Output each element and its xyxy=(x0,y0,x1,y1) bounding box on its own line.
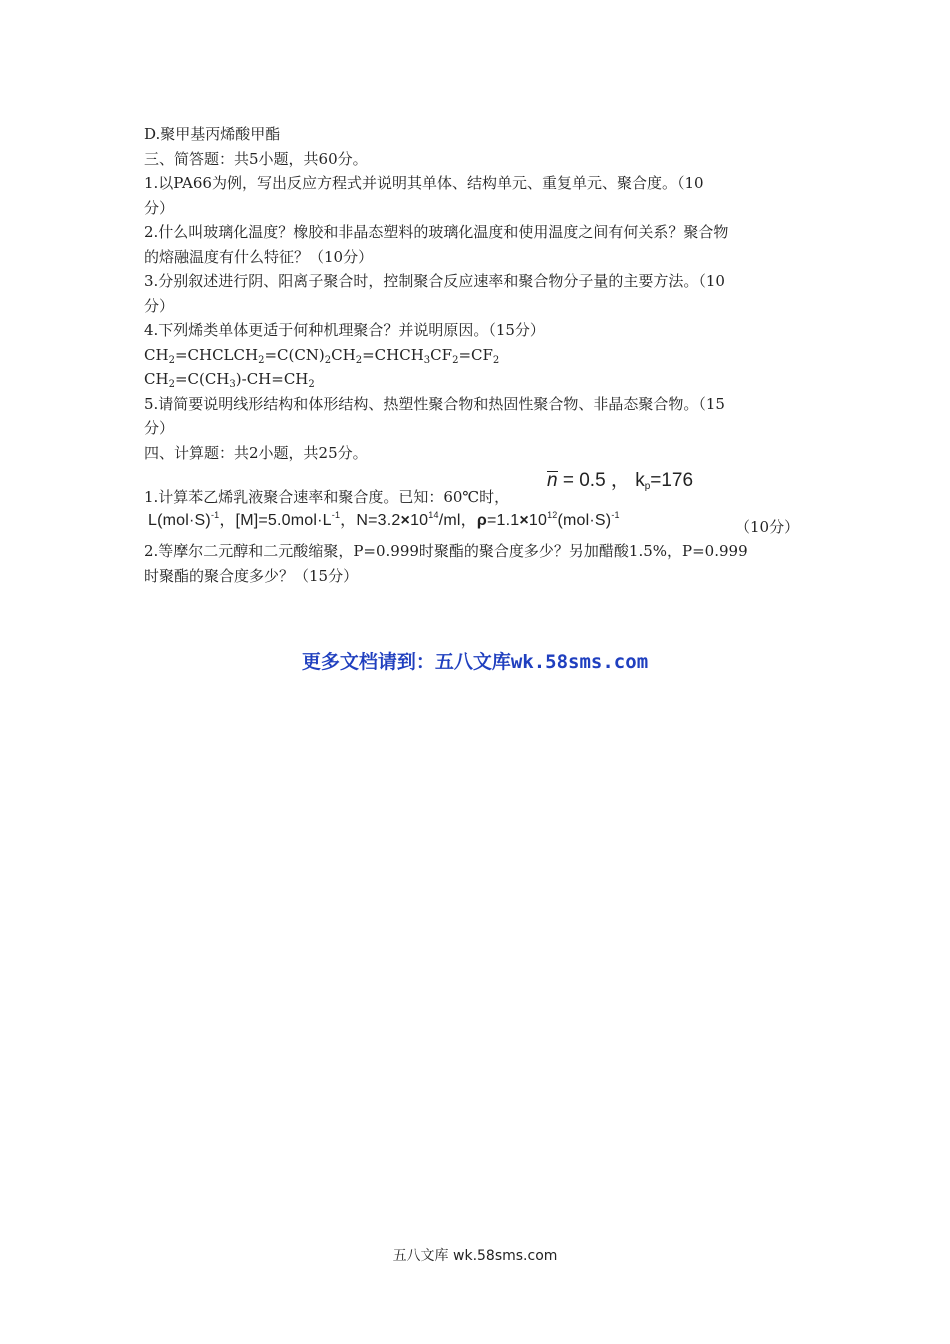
promo-banner[interactable] xyxy=(0,647,950,674)
option-d: D.聚甲基丙烯酸甲酯 xyxy=(144,125,281,143)
formula-text: CF xyxy=(430,345,453,364)
question-3-1-line2: 分） xyxy=(144,198,175,217)
question-3-3-line2: 分） xyxy=(144,296,175,315)
formula-subscript: 2 xyxy=(355,354,363,366)
formula-subscript: 2 xyxy=(492,354,500,366)
formula-text: CH xyxy=(144,370,169,388)
formula-subscript: 2 xyxy=(324,354,332,366)
formula-text: =CF xyxy=(458,345,493,364)
formula-text: )-CH=CH xyxy=(235,370,309,388)
units-superscript: -1 xyxy=(331,510,341,520)
monomer-formulas-line2 xyxy=(144,367,814,392)
question-3-2-line2: 的熔融温度有什么特征？（10分） xyxy=(144,247,374,266)
units-superscript: 14 xyxy=(428,510,439,520)
section-3-heading: 三、简答题：共5小题，共60分。 xyxy=(144,149,368,168)
calc-question-1-units xyxy=(144,509,814,539)
units-superscript: -1 xyxy=(611,510,620,520)
kp-subscript: p xyxy=(644,481,651,492)
times-symbol: × xyxy=(400,512,411,529)
formula-text: =C(CH xyxy=(174,370,230,388)
formula-text: CH xyxy=(144,345,169,364)
promo-banner-url[interactable]: wk.58sms.com xyxy=(510,651,649,673)
promo-banner-text: 更多文档请到：五八文库 xyxy=(301,651,511,673)
calc-question-1-score: （10分） xyxy=(735,518,800,536)
calc-question-2-line2: 时聚酯的聚合度多少？（15分） xyxy=(144,566,359,585)
units-expression xyxy=(148,509,620,534)
question-3-2-line1: 2.什么叫玻璃化温度？橡胶和非晶态塑料的玻璃化温度和使用温度之间有何关系？聚合物 xyxy=(144,223,729,241)
page-footer: 五八文库 wk.58sms.com xyxy=(392,1248,558,1264)
question-3-4: 4.下列烯类单体更适于何种机理聚合？并说明原因。（15分） xyxy=(144,321,545,339)
question-3-5-line2: 分） xyxy=(144,419,175,437)
calc-question-2-line1: 2.等摩尔二元醇和二元酸缩聚，P=0.999时聚酯的聚合度多少？另加醋酸1.5%，P=0.999 xyxy=(144,542,748,560)
units-text: 10 xyxy=(410,512,429,529)
n-value: = 0.5 ， k xyxy=(557,470,645,491)
formula-subscript: 3 xyxy=(423,354,431,366)
question-3-1-line1: 1.以PA66为例，写出反应方程式并说明其单体、结构单元、重复单元、聚合度。（10 xyxy=(144,174,704,192)
document-body xyxy=(144,122,814,588)
question-3-5-line1: 5.请简要说明线形结构和体形结构、热塑性聚合物和热固性聚合物、非晶态聚合物。（15 xyxy=(144,394,725,413)
calc-question-1 xyxy=(144,470,814,506)
rho-symbol: ρ xyxy=(476,512,487,529)
units-superscript: 12 xyxy=(547,510,558,520)
formula-subscript: 2 xyxy=(308,379,315,390)
formula-text: =C(CN) xyxy=(264,345,325,364)
formula-text: =CHCLCH xyxy=(174,345,259,364)
times-symbol: × xyxy=(519,512,529,529)
units-text: /ml， xyxy=(438,512,477,529)
n-bar-symbol: n xyxy=(547,470,558,491)
units-text: ，[M]=5.0mol·L xyxy=(219,512,332,529)
units-text: L(mol·S) xyxy=(148,512,211,529)
monomer-formulas-line1 xyxy=(144,343,814,368)
units-text: (mol·S) xyxy=(557,512,612,529)
formula-subscript: 3 xyxy=(229,379,236,390)
kp-value: =176 xyxy=(650,470,694,491)
given-parameters xyxy=(547,469,693,494)
section-4-heading: 四、计算题：共2小题，共25分。 xyxy=(144,443,368,462)
formula-subscript: 2 xyxy=(452,354,459,366)
calc-question-1-text: 1.计算苯乙烯乳液聚合速率和聚合度。已知：60℃时， xyxy=(144,488,510,506)
units-text: =1.1 xyxy=(486,512,520,529)
units-text: ，N=3.2 xyxy=(340,512,401,529)
formula-subscript: 2 xyxy=(258,354,265,366)
units-superscript: -1 xyxy=(210,510,220,520)
formula-subscript: 2 xyxy=(168,354,175,366)
units-text: 10 xyxy=(528,512,548,529)
question-3-3-line1: 3.分别叙述进行阴、阳离子聚合时，控制聚合反应速率和聚合物分子量的主要方法。（10 xyxy=(144,272,725,290)
formula-subscript: 2 xyxy=(168,379,175,390)
formula-text: CH xyxy=(331,345,356,364)
formula-text: =CHCH xyxy=(362,345,424,364)
